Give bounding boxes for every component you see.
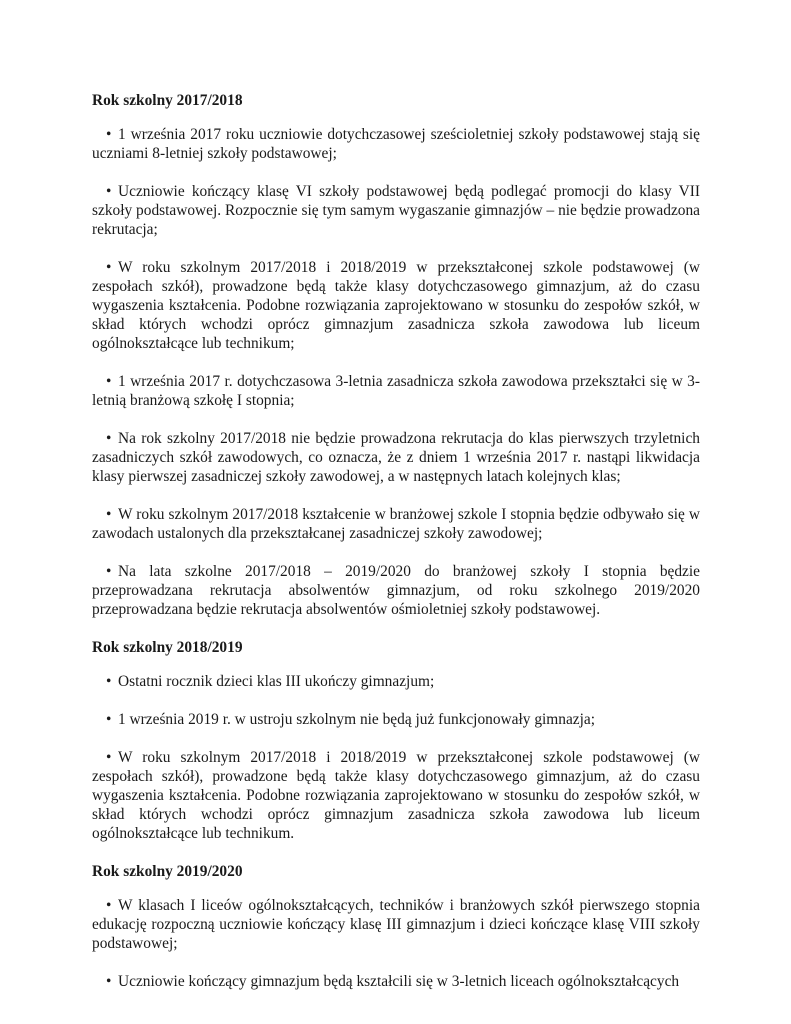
list-item — [92, 562, 700, 619]
list-item — [92, 505, 700, 543]
list-item — [92, 429, 700, 486]
list-item — [92, 896, 700, 953]
bullet-icon: • — [106, 126, 112, 143]
list-item-text: 1 września 2017 roku uczniowie dotychczasowej sześcioletniej szkoły podstawowej stają się uczniami 8-letniej szkoły podstawowej; — [92, 126, 700, 162]
bullet-list — [92, 672, 700, 843]
list-item — [92, 125, 700, 163]
list-item-text: W klasach I liceów ogólnokształcących, techników i branżowych szkół pierwszego stopnia edukację rozpoczną uczniowie kończący klasę III gimnazjum i dzieci kończące klasę VIII szkoły podstawowej; — [92, 897, 700, 952]
list-item-text: 1 września 2017 r. dotychczasowa 3-letnia zasadnicza szkoła zawodowa przekształci się w 3-letnią branżową szkołę I stopnia; — [92, 373, 700, 409]
list-item-text: Ostatni rocznik dzieci klas III ukończy gimnazjum; — [118, 673, 435, 690]
section-2017-2018 — [92, 91, 700, 619]
list-item — [92, 748, 700, 843]
list-item-text: Uczniowie kończący klasę VI szkoły podstawowej będą podlegać promocji do klasy VII szkoły podstawowej. Rozpocznie się tym samym wygaszanie gimnazjów – nie będzie prowadzona rekrutacja; — [92, 183, 700, 238]
section-2018-2019 — [92, 638, 700, 843]
bullet-icon: • — [106, 897, 112, 914]
bullet-icon: • — [106, 373, 112, 390]
list-item-text: Na lata szkolne 2017/2018 – 2019/2020 do branżowej szkoły I stopnia będzie przeprowadzana rekrutacja absolwentów gimnazjum, od roku szkolnego 2019/2020 przeprowadzana będzie rekrutacja absolwentów ośmioletniej szkoły podstawowej. — [92, 563, 700, 618]
bullet-icon: • — [106, 973, 112, 990]
list-item — [92, 372, 700, 410]
list-item — [92, 710, 700, 729]
list-item-text: W roku szkolnym 2017/2018 kształcenie w branżowej szkole I stopnia będzie odbywało się w zawodach ustalonych dla przekształcanej zasadniczej szkoły zawodowej; — [92, 506, 700, 542]
bullet-icon: • — [106, 749, 112, 766]
list-item-text: W roku szkolnym 2017/2018 i 2018/2019 w przekształconej szkole podstawowej (w zespołach szkół), prowadzone będą także klasy dotychczasowego gimnazjum, aż do czasu wygaszenia kształcenia. Podobne rozwiązania zaprojektowano w stosunku do zespołów szkół, w skład których wchodzi oprócz gimnazjum zasadnicza szkoła zawodowa lub liceum ogólnokształcące lub technikum. — [92, 749, 700, 842]
list-item — [92, 972, 700, 991]
list-item — [92, 258, 700, 353]
bullet-icon: • — [106, 506, 112, 523]
bullet-icon: • — [106, 711, 112, 728]
section-heading: Rok szkolny 2017/2018 — [92, 92, 243, 109]
list-item-text: 1 września 2019 r. w ustroju szkolnym nie będą już funkcjonowały gimnazja; — [118, 711, 595, 728]
bullet-icon: • — [106, 430, 112, 447]
document-page — [92, 91, 700, 1010]
list-item-text: Na rok szkolny 2017/2018 nie będzie prowadzona rekrutacja do klas pierwszych trzyletnich zasadniczych szkół zawodowych, co oznacza, że z dniem 1 września 2017 r. nastąpi likwidacja klasy pierwszej zasadniczej szkoły zawodowej, a w następnych latach kolejnych klas; — [92, 430, 700, 485]
list-item — [92, 672, 700, 691]
list-item-text: W roku szkolnym 2017/2018 i 2018/2019 w przekształconej szkole podstawowej (w zespołach szkół), prowadzone będą także klasy dotychczasowego gimnazjum, aż do czasu wygaszenia kształcenia. Podobne rozwiązania zaprojektowano w stosunku do zespołów szkół, w skład których wchodzi oprócz gimnazjum zasadnicza szkoła zawodowa lub liceum ogólnokształcące lub technikum; — [92, 259, 700, 352]
section-2019-2020 — [92, 862, 700, 991]
bullet-list — [92, 125, 700, 619]
bullet-icon: • — [106, 563, 112, 580]
bullet-list — [92, 896, 700, 991]
list-item-text: Uczniowie kończący gimnazjum będą kształcili się w 3-letnich liceach ogólnokształcących — [118, 973, 680, 990]
section-heading: Rok szkolny 2019/2020 — [92, 863, 243, 880]
bullet-icon: • — [106, 673, 112, 690]
section-heading: Rok szkolny 2018/2019 — [92, 639, 243, 656]
bullet-icon: • — [106, 259, 112, 276]
bullet-icon: • — [106, 183, 112, 200]
list-item — [92, 182, 700, 239]
